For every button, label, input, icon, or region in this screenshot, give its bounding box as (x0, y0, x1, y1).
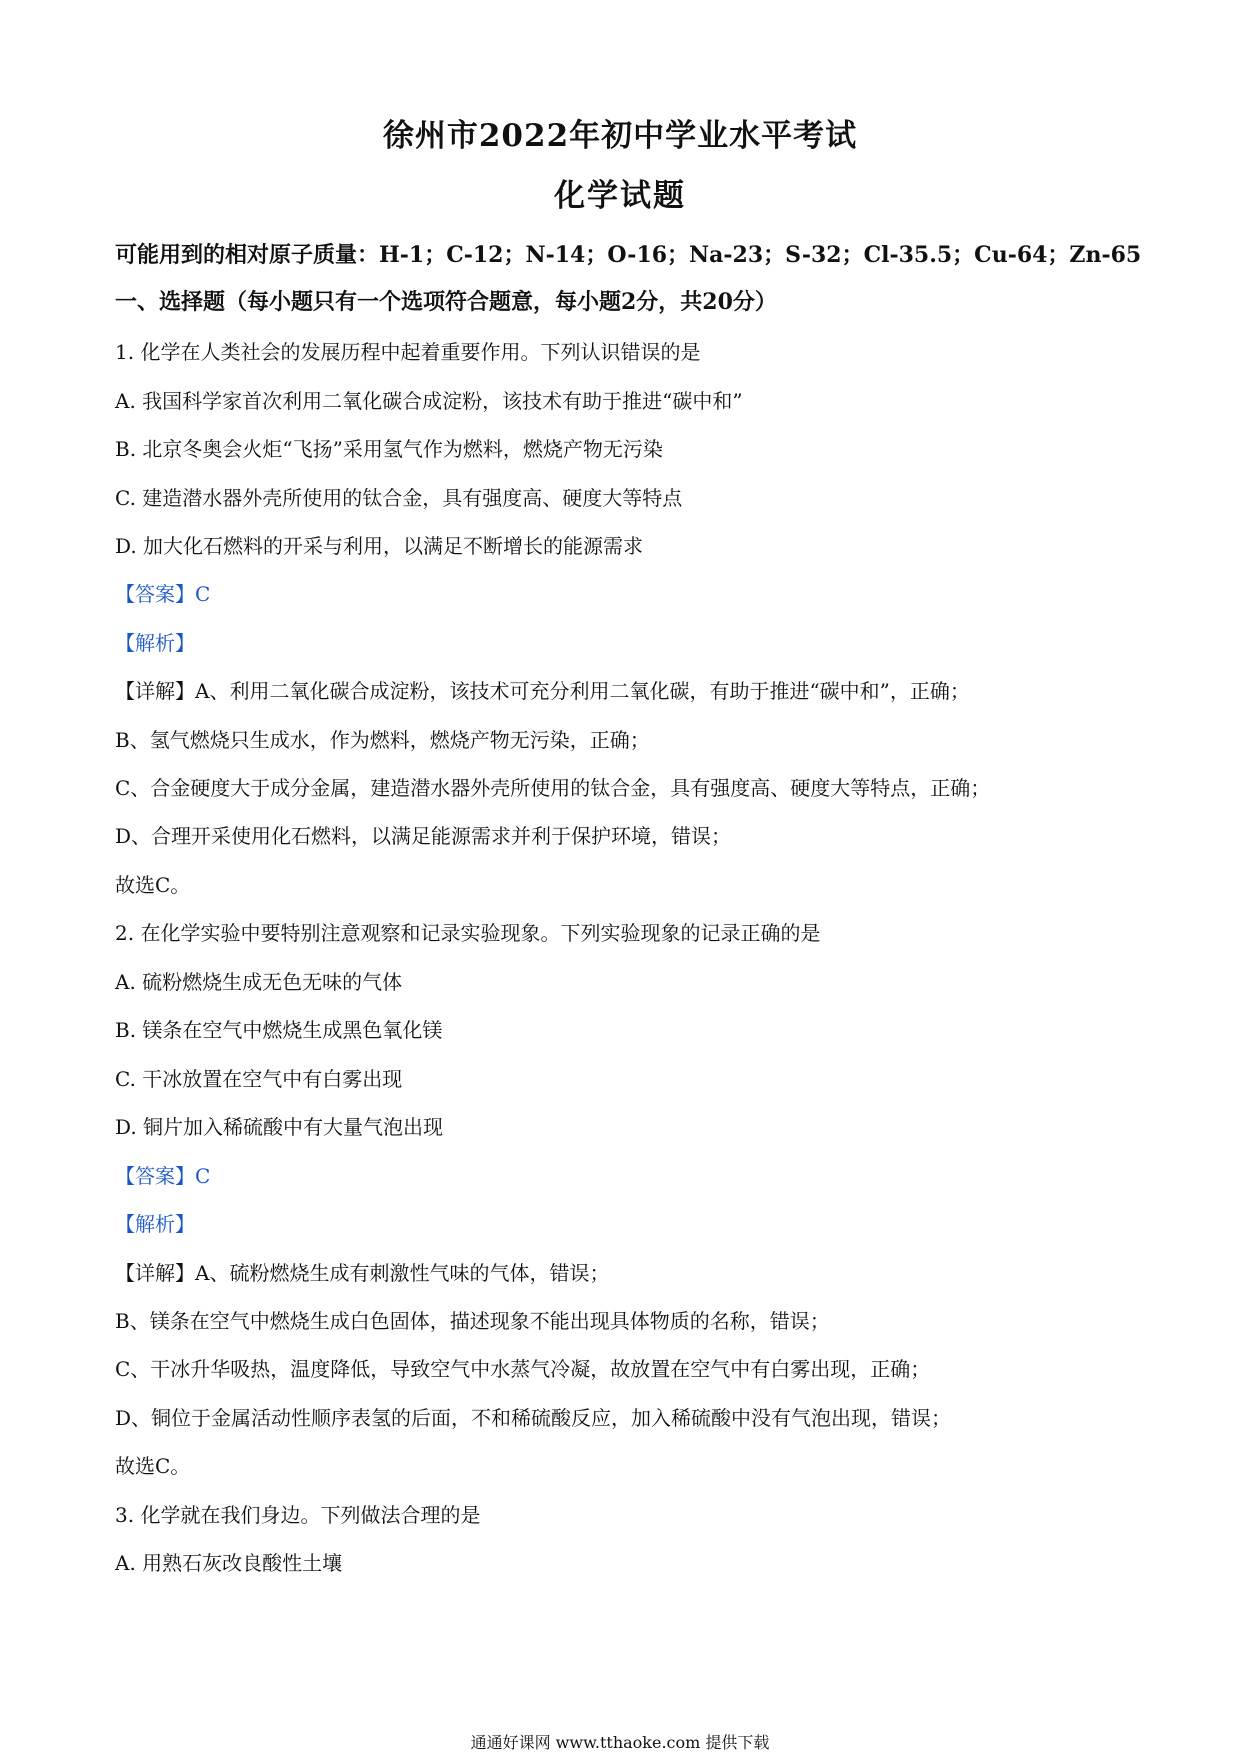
question-2-option-d: D. 铜片加入稀硫酸中有大量气泡出现 (115, 1115, 444, 1139)
question-3-stem: 3. 化学就在我们身边。下列做法合理的是 (115, 1503, 481, 1527)
question-1-answer: 【答案】C (115, 582, 211, 606)
question-1-stem: 1. 化学在人类社会的发展历程中起着重要作用。下列认识错误的是 (115, 340, 701, 364)
section-heading: 一、选择题（每小题只有一个选项符合题意，每小题2分，共20分） (115, 289, 777, 315)
question-2-analysis: 【解析】 (115, 1212, 195, 1236)
question-1-option-a: A. 我国科学家首次利用二氧化碳合成淀粉，该技术有助于推进“碳中和” (115, 389, 743, 413)
question-2-stem: 2. 在化学实验中要特别注意观察和记录实验现象。下列实验现象的记录正确的是 (115, 921, 821, 945)
question-2-answer: 【答案】C (115, 1164, 211, 1188)
question-1-detail-d: D、合理开采使用化石燃料，以满足能源需求并利于保护环境，错误； (115, 824, 732, 848)
question-1-analysis: 【解析】 (115, 631, 195, 655)
question-1-detail-c: C、合金硬度大于成分金属，建造潜水器外壳所使用的钛合金，具有强度高、硬度大等特点，正确； (115, 776, 991, 800)
question-2-option-b: B. 镁条在空气中燃烧生成黑色氧化镁 (115, 1018, 443, 1042)
question-2-detail: 【详解】A、硫粉燃烧生成有刺激性气味的气体，错误； (115, 1261, 610, 1285)
question-3-option-a: A. 用熟石灰改良酸性土壤 (115, 1551, 343, 1575)
question-1-option-c: C. 建造潜水器外壳所使用的钛合金，具有强度高、硬度大等特点 (115, 486, 683, 510)
question-1-detail: 【详解】A、利用二氧化碳合成淀粉，该技术可充分利用二氧化碳，有助于推进“碳中和”，正确； (115, 679, 970, 703)
question-1-detail-b: B、氢气燃烧只生成水，作为燃料，燃烧产物无污染，正确； (115, 728, 650, 752)
atomic-masses: 可能用到的相对原子质量：H-1；C-12；N-14；O-16；Na-23；S-32；Cl-35.5；Cu-64；Zn-65 (115, 242, 1142, 268)
question-1-conclusion: 故选C。 (115, 873, 191, 897)
question-2-detail-b: B、镁条在空气中燃烧生成白色固体，描述现象不能出现具体物质的名称，错误； (115, 1309, 830, 1333)
question-2-conclusion: 故选C。 (115, 1454, 191, 1478)
footer-source: 通通好课网 www.tthaoke.com 提供下载 (470, 1733, 770, 1752)
question-2-option-a: A. 硫粉燃烧生成无色无味的气体 (115, 970, 403, 994)
question-2-option-c: C. 干冰放置在空气中有白雾出现 (115, 1067, 403, 1091)
question-2-detail-c: C、干冰升华吸热，温度降低，导致空气中水蒸气冷凝，故放置在空气中有白雾出现，正确； (115, 1357, 931, 1381)
exam-title: 徐州市2022年初中学业水平考试 (382, 118, 858, 154)
question-1-option-d: D. 加大化石燃料的开采与利用，以满足不断增长的能源需求 (115, 534, 644, 558)
question-1-option-b: B. 北京冬奥会火炬“飞扬”采用氢气作为燃料，燃烧产物无污染 (115, 437, 663, 461)
exam-subtitle: 化学试题 (554, 178, 686, 214)
question-2-detail-d: D、铜位于金属活动性顺序表氢的后面，不和稀硫酸反应，加入稀硫酸中没有气泡出现，错误； (115, 1406, 952, 1430)
